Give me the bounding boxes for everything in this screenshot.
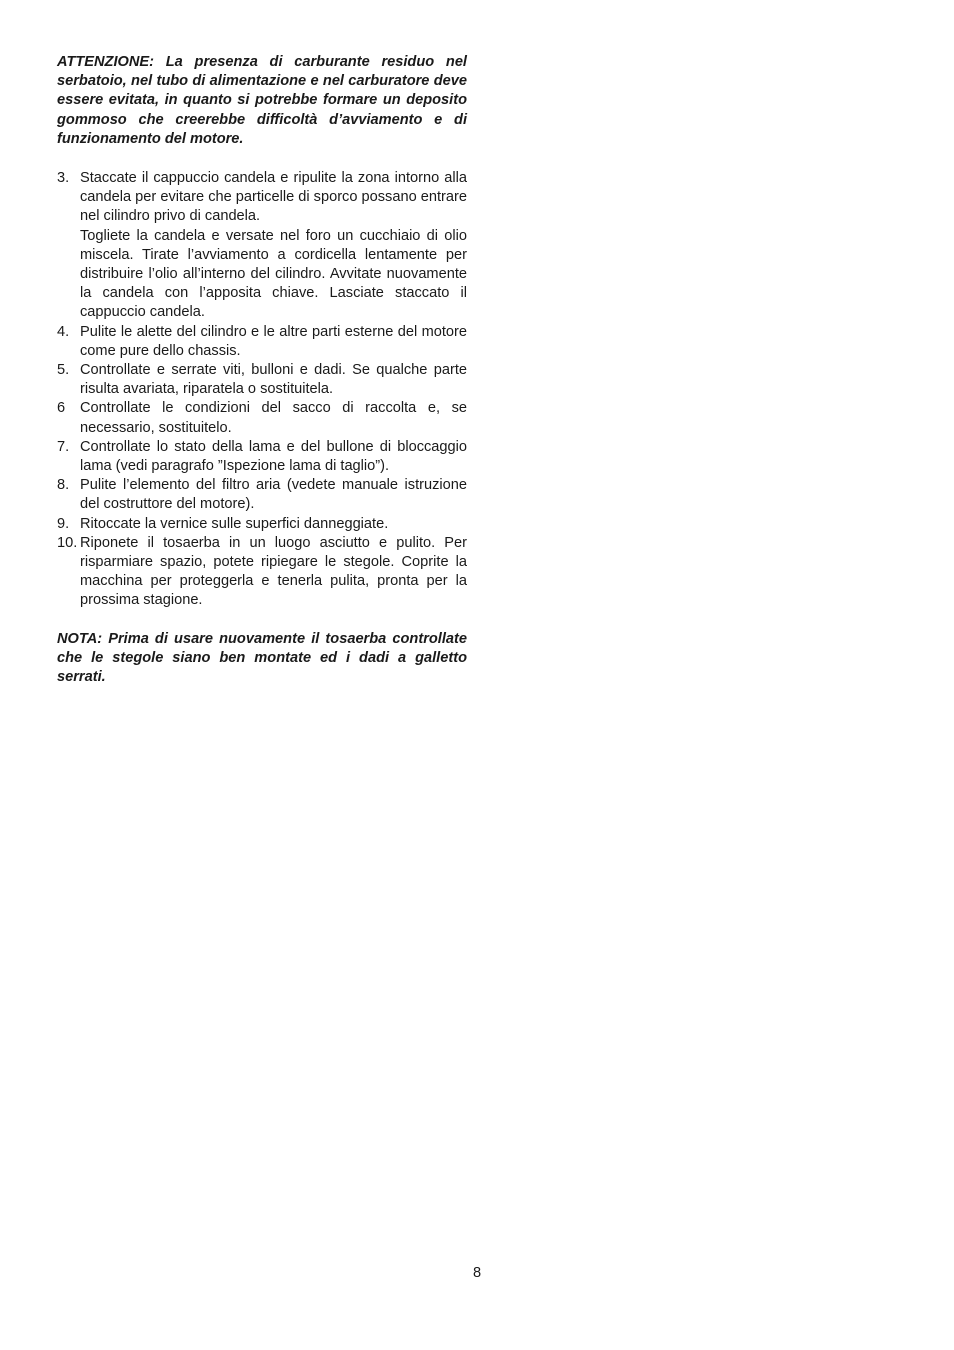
- warning-paragraph: ATTENZIONE: La presenza di carburante residuo nel serbatoio, nel tubo di alimentazione e nel carburatore deve essere evitata, in quanto si potrebbe formare un deposito gommoso che creerebbe difficoltà d’avviamento e di funzionamento del motore.: [57, 54, 467, 147]
- list-item-number: 6: [57, 400, 66, 417]
- list-item-text: Controllate le condizioni del sacco di raccolta e, se necessario, sostituitelo.: [80, 400, 467, 436]
- list-item-text: Pulite l’elemento del filtro aria (vedete manuale istruzione del costruttore del motore).: [80, 477, 467, 513]
- list-item-text: Riponete il tosaerba in un luogo asciutto e pulito. Per risparmiare spazio, potete ripiegare le stegole. Coprite la macchina per proteggerla e tenerla pulita, pronta per la prossima stagione.: [80, 534, 467, 609]
- maintenance-steps-list: [57, 169, 467, 611]
- list-item: [57, 399, 467, 437]
- list-item-text: Staccate il cappuccio candela e ripulite la zona intorno alla candela per evitare che particelle di sporco possano entrare nel cilindro privo di candela.: [80, 170, 467, 225]
- list-item-number: 9.: [57, 515, 70, 532]
- note-paragraph: NOTA: Prima di usare nuovamente il tosaerba controllate che le stegole siano ben montate ed i dadi a galletto serrati.: [57, 630, 467, 686]
- list-item: [57, 515, 467, 534]
- list-item-number: 7.: [57, 438, 70, 455]
- list-item-text: Controllate lo stato della lama e del bullone di bloccaggio lama (vedi paragrafo ”Ispezione lama di taglio”).: [80, 438, 467, 475]
- list-item-number: 8.: [57, 477, 70, 494]
- list-item-text: Pulite le alette del cilindro e le altre parti esterne del motore come pure dello chassis.: [80, 323, 467, 359]
- list-item-number: 4.: [57, 323, 70, 340]
- list-item: [57, 438, 467, 476]
- list-item-text-continued: Togliete la candela e versate nel foro un cucchiaio di olio miscela. Tirate l’avviamento a cordicella lentamente per distribuire l’olio all’interno del cilindro. Avvitate nuovamente la candela con l’apposita chiave. Lasciate staccato il cappuccio candela.: [80, 227, 467, 321]
- page-number: 8: [472, 1265, 482, 1281]
- list-item-number: 10.: [57, 534, 78, 551]
- list-item: [57, 534, 467, 611]
- list-item: [57, 323, 467, 361]
- list-item: [57, 361, 467, 399]
- list-item-text: Controllate e serrate viti, bulloni e dadi. Se qualche parte risulta avariata, riparatela o sostituitela.: [80, 362, 467, 398]
- list-item-text: Ritoccate la vernice sulle superfici danneggiate.: [80, 515, 389, 532]
- list-item-number: 5.: [57, 362, 70, 379]
- text-column: [57, 53, 467, 687]
- list-item: [57, 476, 467, 514]
- list-item-number: 3.: [57, 170, 70, 187]
- list-item: [57, 169, 467, 323]
